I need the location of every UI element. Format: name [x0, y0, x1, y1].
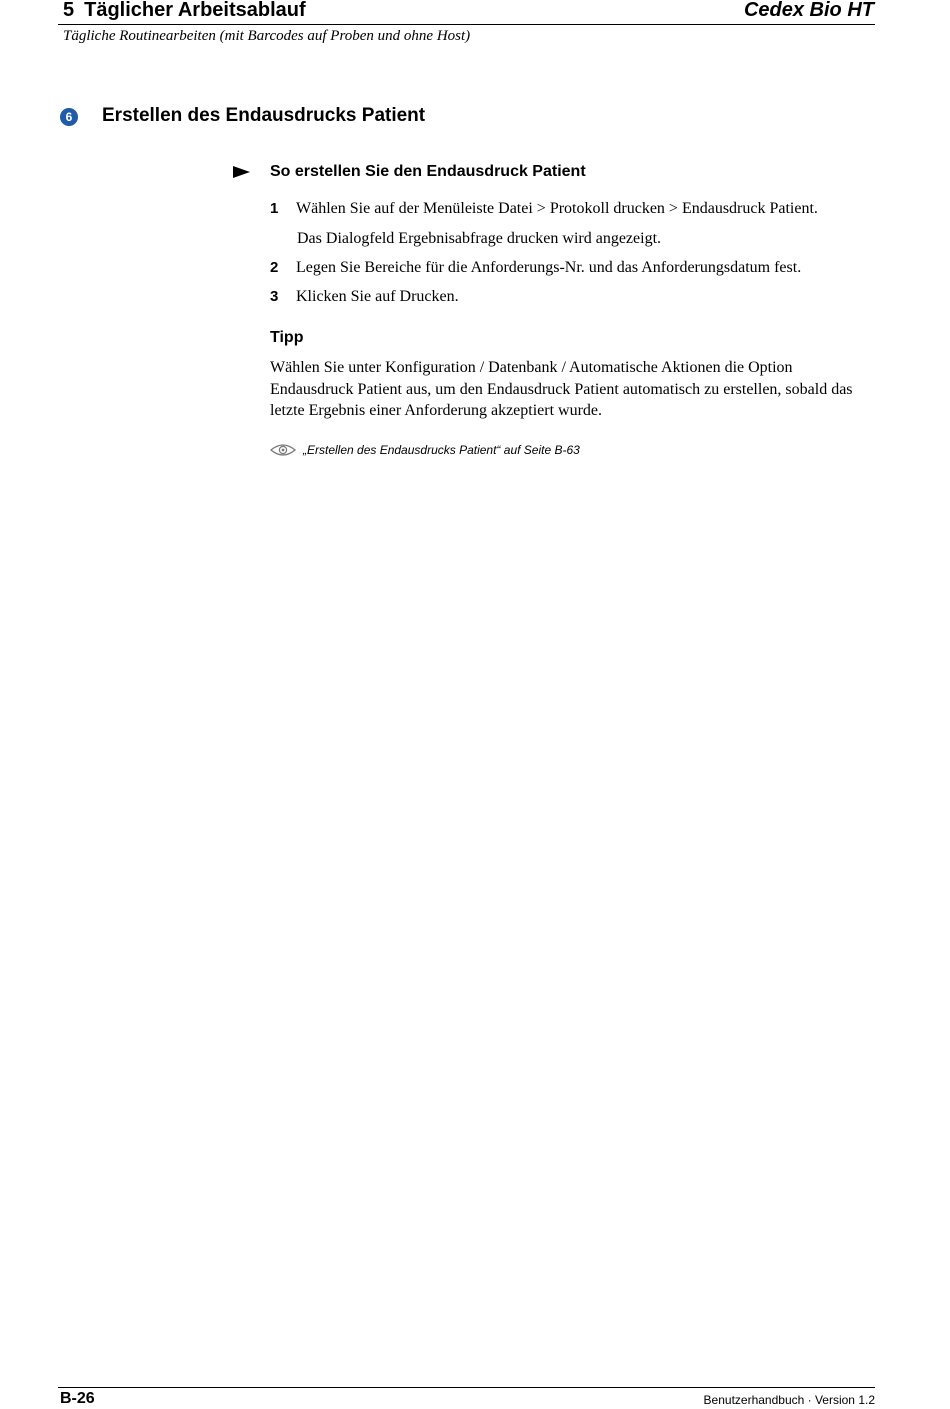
book-info: Benutzerhandbuch · Version 1.2 [703, 1393, 875, 1407]
cross-reference-link[interactable]: „Erstellen des Endausdrucks Patient“ auf Seite B-63 [303, 443, 580, 457]
step-number: 1 [270, 200, 279, 217]
section-number-badge: 6 [60, 108, 78, 126]
procedure-arrow-icon [233, 166, 250, 178]
header-subtitle: Tägliche Routinearbeiten (mit Barcodes auf Proben und ohne Host) [63, 28, 471, 44]
chapter-number: 5 [63, 0, 75, 21]
procedure-step [270, 257, 801, 279]
section-title: Erstellen des Endausdrucks Patient [102, 105, 426, 126]
chapter-title: Täglicher Arbeitsablauf [84, 0, 306, 21]
tip-heading: Tipp [270, 329, 304, 346]
procedure-title: So erstellen Sie den Endausdruck Patient [270, 163, 586, 180]
eye-icon [270, 443, 296, 457]
procedure-step [270, 286, 459, 308]
chapter-heading [63, 0, 306, 23]
footer-divider [58, 1387, 875, 1388]
procedure-step [270, 198, 818, 220]
header-divider [58, 24, 875, 25]
page-number: B-26 [60, 1390, 95, 1407]
step-text: Legen Sie Bereiche für die Anforderungs-Nr. und das Anforderungsdatum fest. [296, 259, 802, 276]
product-name: Cedex Bio HT [743, 0, 874, 21]
step-result: Das Dialogfeld Ergebnisabfrage drucken wird angezeigt. [297, 230, 662, 247]
tip-text: Wählen Sie unter Konfiguration / Datenbank / Automatische Aktionen die Option Endausdruck Patient aus, um den Endausdruck Patient automatisch zu erstellen, sobald das letzte Ergebnis einer Anforderung akzeptiert wurde. [270, 359, 853, 419]
step-number: 2 [270, 259, 279, 276]
step-text: Klicken Sie auf Drucken. [296, 288, 459, 305]
step-text: Wählen Sie auf der Menüleiste Datei > Protokoll drucken > Endausdruck Patient. [296, 200, 818, 217]
step-number: 3 [270, 288, 279, 305]
